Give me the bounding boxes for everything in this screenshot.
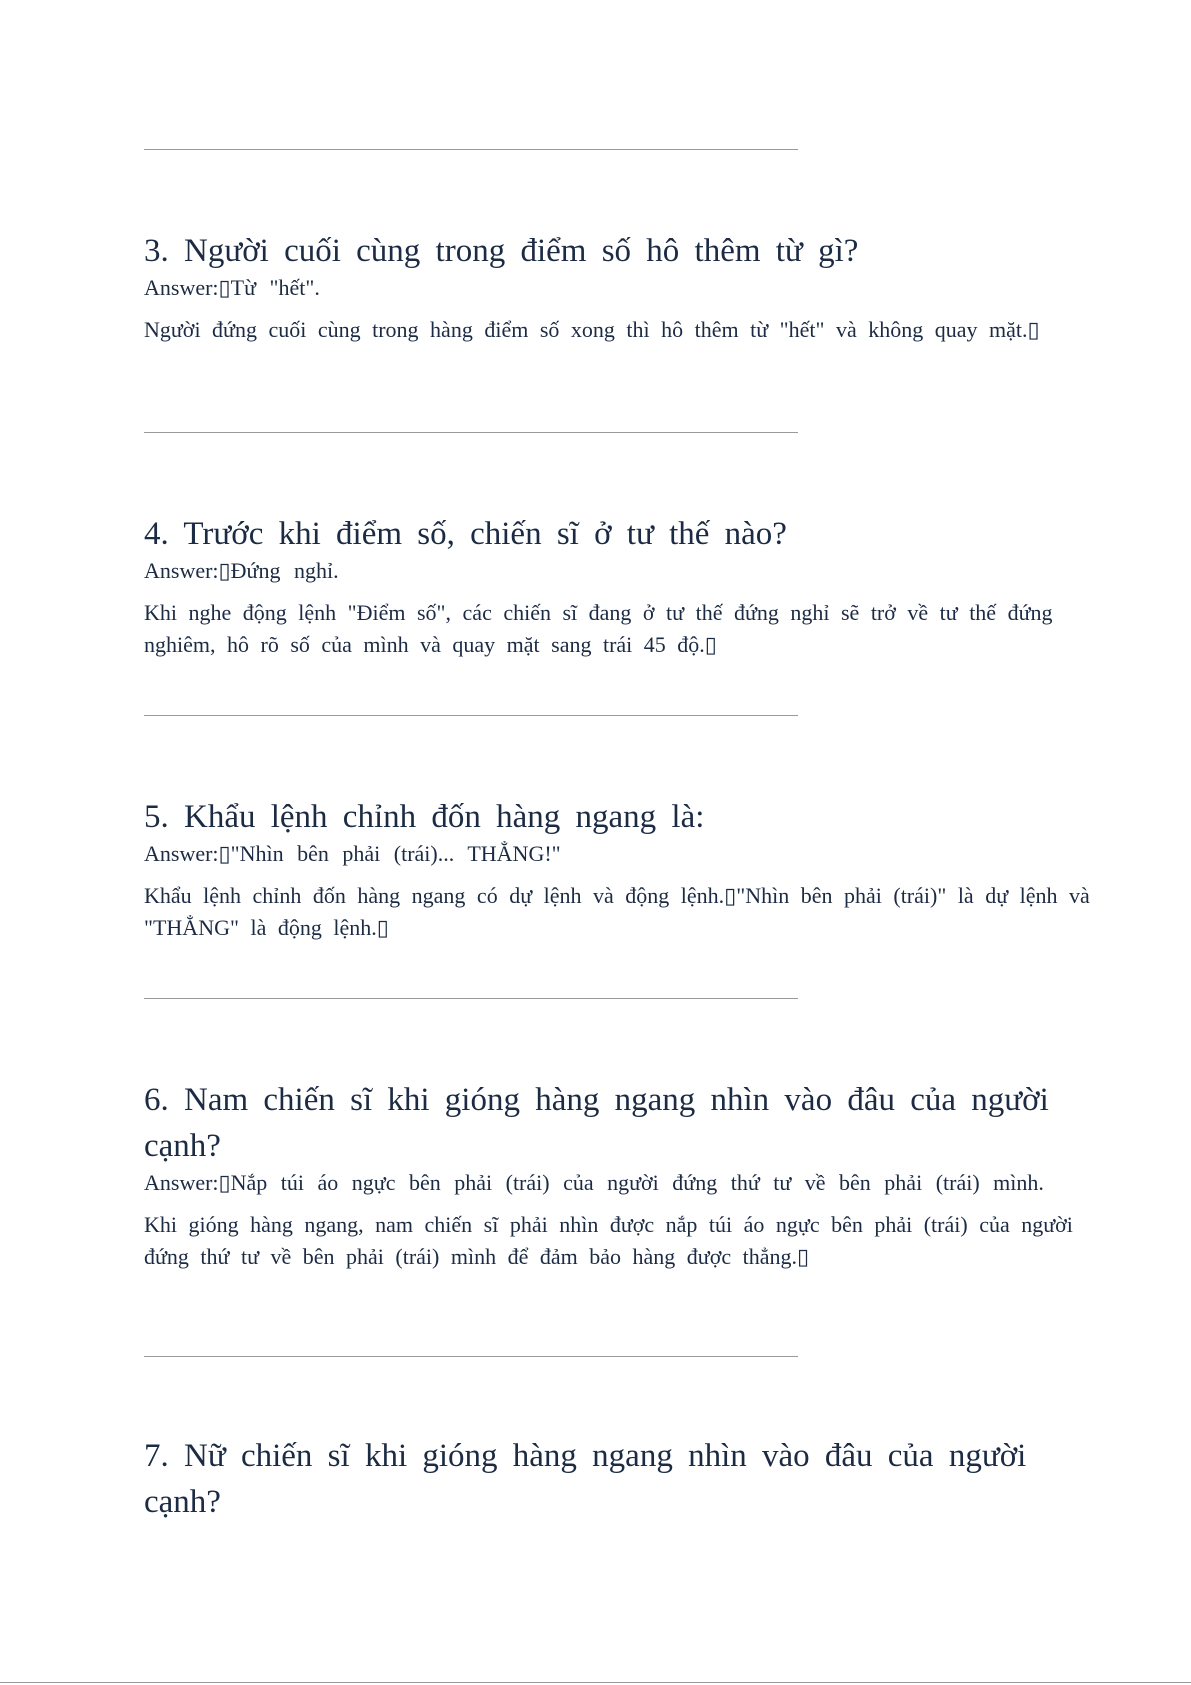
separator-line — [144, 432, 798, 433]
separator-line — [144, 1356, 798, 1357]
question-4 — [144, 511, 1104, 661]
question-title: 3. Người cuối cùng trong điểm số hô thêm từ gì? — [144, 233, 859, 269]
question-answer: Answer:▯Từ "hết". — [144, 275, 320, 300]
page-bottom-rule — [0, 1682, 1191, 1683]
question-5 — [144, 794, 1104, 944]
question-title: 4. Trước khi điểm số, chiến sĩ ở tư thế nào? — [144, 516, 787, 552]
question-6 — [144, 1077, 1104, 1273]
separator-line — [144, 149, 798, 150]
question-answer: Answer:▯Nắp túi áo ngực bên phải (trái) của người đứng thứ tư về bên phải (trái) mình. — [144, 1170, 1044, 1195]
separator-line — [144, 715, 798, 716]
question-explanation: Khi gióng hàng ngang, nam chiến sĩ phải nhìn được nắp túi áo ngực bên phải (trái) của người đứng thứ tư về bên phải (trái) mình để đảm bảo hàng được thẳng.▯ — [144, 1212, 1073, 1269]
separator-line — [144, 998, 798, 999]
question-explanation: Khẩu lệnh chỉnh đốn hàng ngang có dự lệnh và động lệnh.▯"Nhìn bên phải (trái)" là dự lệnh và "THẲNG" là động lệnh.▯ — [144, 883, 1090, 940]
question-title: 6. Nam chiến sĩ khi gióng hàng ngang nhìn vào đâu của người cạnh? — [144, 1082, 1049, 1164]
question-explanation: Khi nghe động lệnh "Điểm số", các chiến sĩ đang ở tư thế đứng nghỉ sẽ trở về tư thế đứng nghiêm, hô rõ số của mình và quay mặt sang trái 45 độ.▯ — [144, 600, 1053, 657]
question-7 — [144, 1433, 1104, 1525]
question-answer: Answer:▯"Nhìn bên phải (trái)... THẲNG!" — [144, 841, 561, 866]
question-title: 7. Nữ chiến sĩ khi gióng hàng ngang nhìn vào đâu của người cạnh? — [144, 1438, 1027, 1520]
question-explanation: Người đứng cuối cùng trong hàng điểm số xong thì hô thêm từ "hết" và không quay mặt.▯ — [144, 317, 1040, 342]
question-answer: Answer:▯Đứng nghỉ. — [144, 558, 339, 583]
question-3 — [144, 228, 1104, 346]
question-title: 5. Khẩu lệnh chỉnh đốn hàng ngang là: — [144, 799, 705, 835]
